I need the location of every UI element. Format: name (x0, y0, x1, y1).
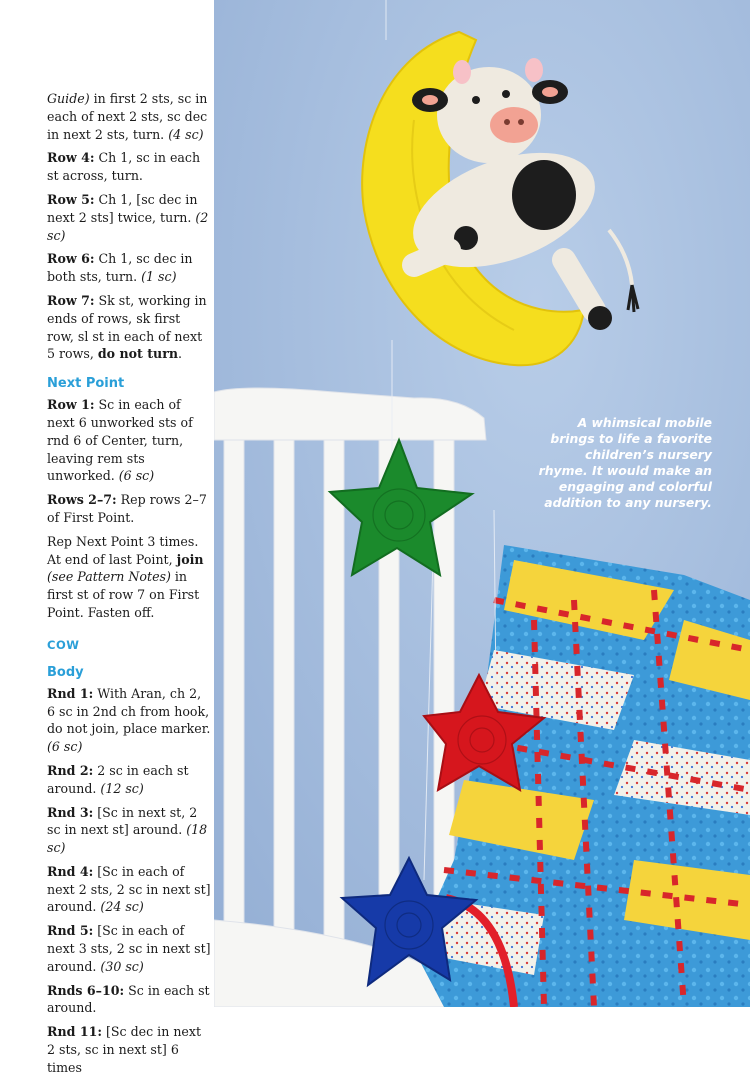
body-heading: Body (47, 664, 84, 680)
next-point-rows-2-7: Rows 2–7: Rep rows 2–7 of First Point. (47, 492, 207, 525)
next-point-heading: Next Point (47, 376, 125, 392)
body-rnd-5: Rnd 5: [Sc in each of next 3 sts, 2 sc in next st] around. (30 sc) (47, 923, 211, 974)
photo-caption: A whimsical mobile brings to life a favorite children’s nursery rhyme. It would make an engaging and colorful addition to any nursery. (538, 415, 712, 510)
row-6-instruction: Row 6: Ch 1, sc dec in both sts, turn. (1 sc) (47, 251, 193, 285)
body-rnd-4: Rnd 4: [Sc in each of next 2 sts, 2 sc in next st] around. (24 sc) (47, 863, 211, 915)
next-point-row-1: Row 1: Sc in each of next 6 unworked sts of rnd 6 of Center, turn, leaving rem sts unworked. (6 sc) (47, 397, 193, 484)
intro-paragraph: Guide) in first 2 sts, sc in each of next 2 sts, sc dec in next 2 sts, turn. (4 sc) (47, 91, 208, 142)
row-5-instruction: Row 5: Ch 1, [sc dec in next 2 sts] twice, turn. (2 sc) (47, 191, 209, 243)
repeat-instruction: Rep Next Point 3 times. At end of last Point, join (see Pattern Notes) in first st of row 7 on First Point. Fasten off. (47, 533, 204, 620)
body-rnds-6-10: Rnds 6–10: Sc in each st around. (47, 982, 210, 1016)
body-rnd-2: Rnd 2: 2 sc in each st around. (12 sc) (47, 762, 189, 796)
body-rnd-11: Rnd 11: [Sc dec in next 2 sts, sc in next st] 6 times (47, 1024, 202, 1075)
row-7-instruction: Row 7: Sk st, working in ends of rows, sk first row, sl st in each of next 5 rows, do not turn. (47, 292, 207, 362)
body-rnd-3: Rnd 3: [Sc in next st, 2 sc in next st] around. (18 sc) (47, 804, 208, 856)
cow-heading: COW (47, 637, 80, 652)
row-4-instruction: Row 4: Ch 1, sc in each st across, turn. (47, 150, 201, 184)
body-rnd-1: Rnd 1: With Aran, ch 2, 6 sc in 2nd ch from hook, do not join, place marker. (6 sc) (47, 685, 211, 755)
pattern-text-column (0, 0, 214, 1075)
